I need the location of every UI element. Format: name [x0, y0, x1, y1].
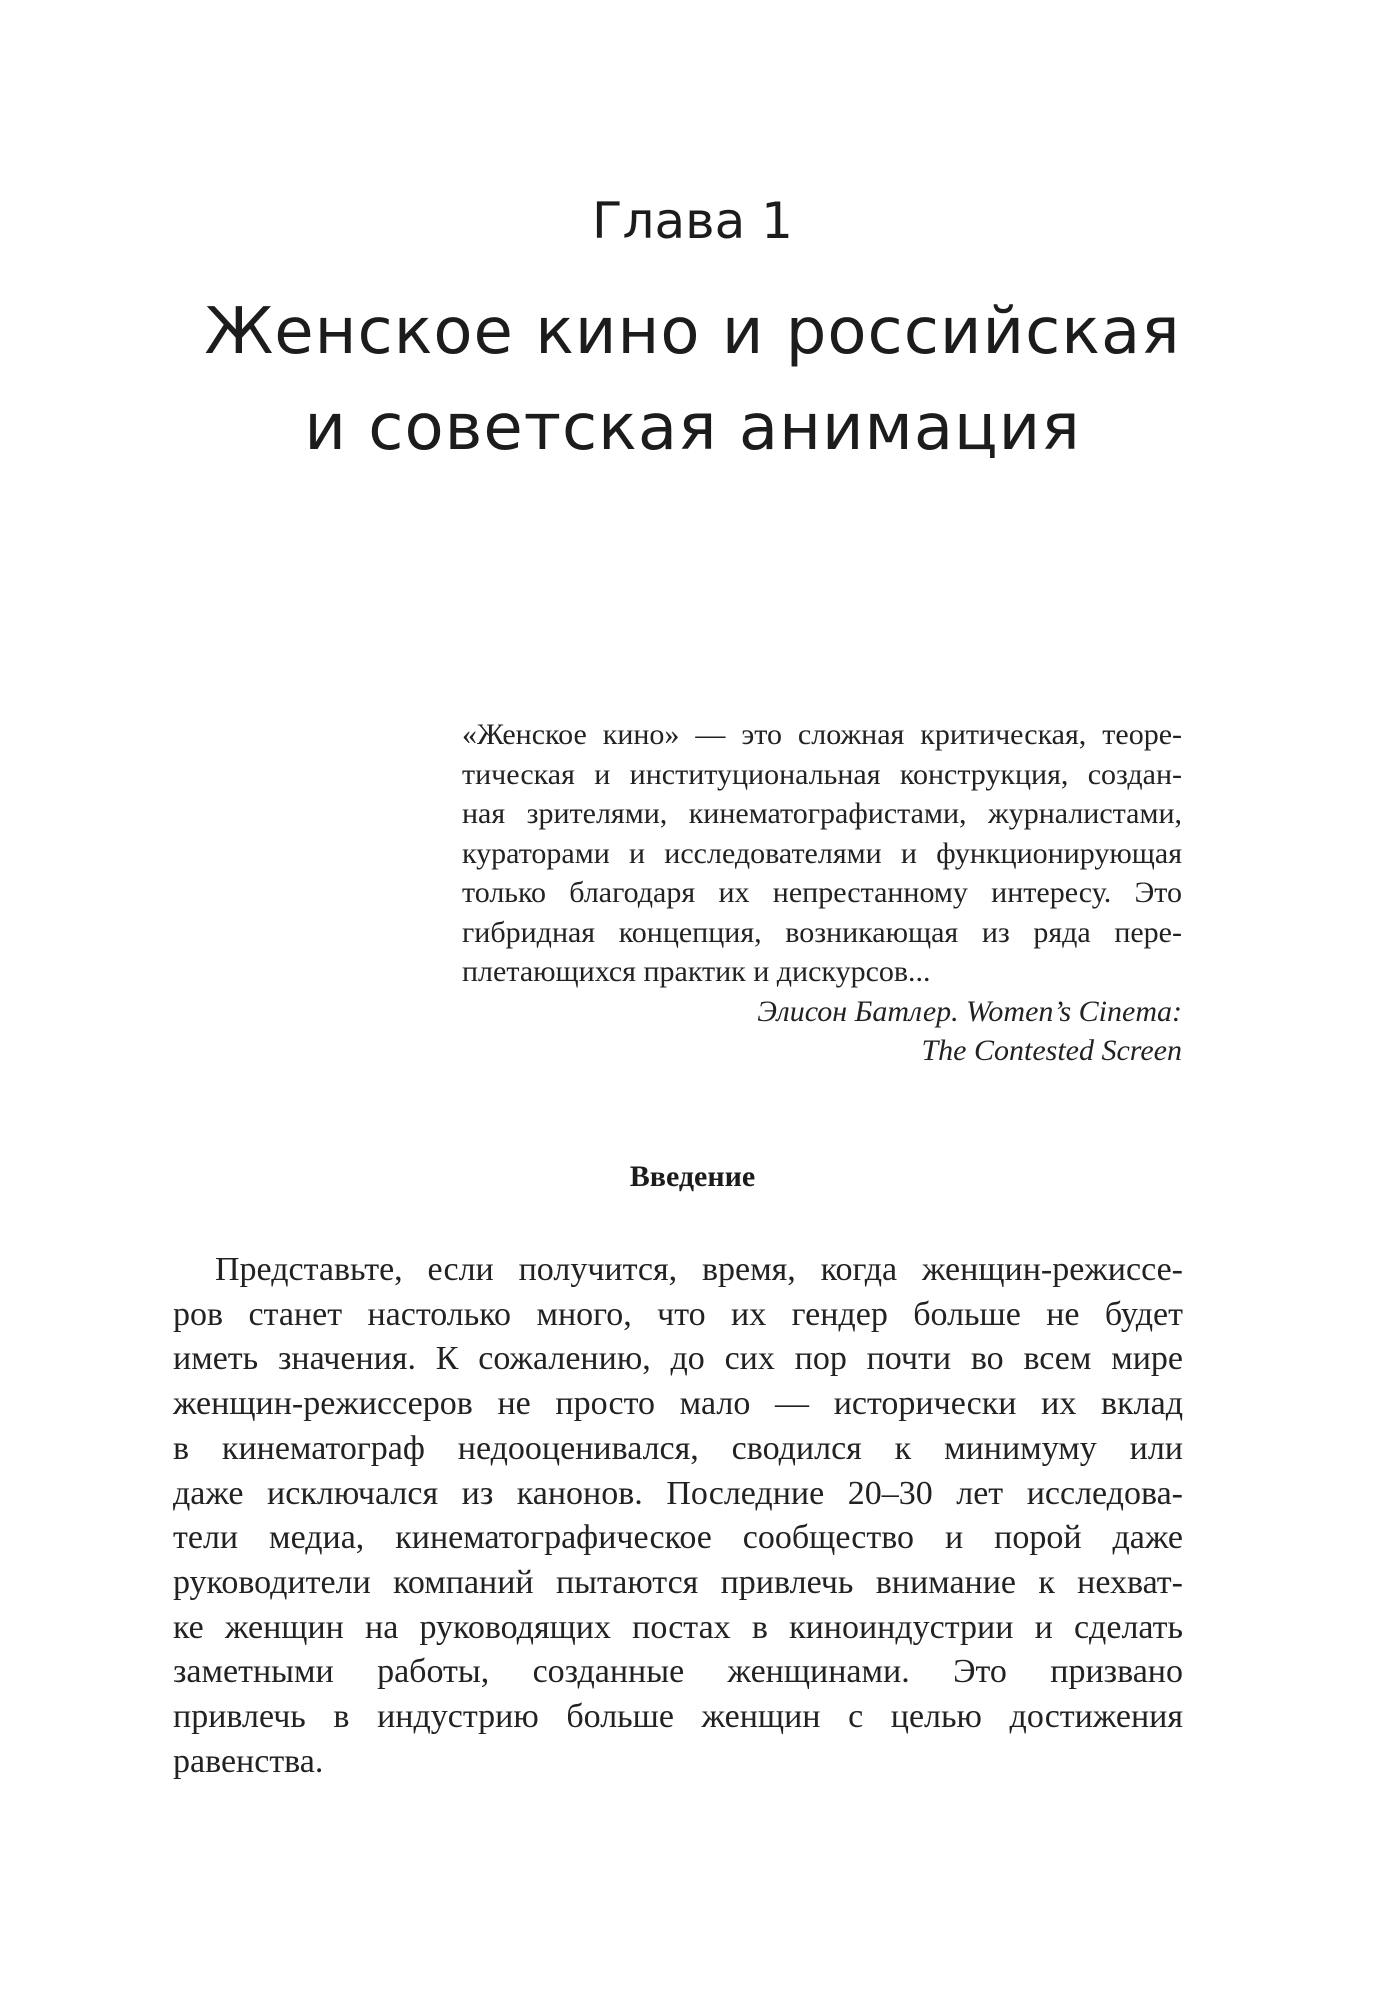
- paragraph-line: даже исключался из канонов. Последние 20–30 лет исследова-: [173, 1474, 1183, 1512]
- paragraph-line: равенства.: [173, 1742, 324, 1780]
- chapter-title-line: Женское кино и российская: [204, 295, 1181, 369]
- epigraph-line: кураторами и исследователями и функционирующая: [462, 836, 1182, 870]
- paragraph-line: Представьте, если получится, время, когда женщин-режиссе-: [215, 1251, 1183, 1288]
- epigraph-quote: [462, 715, 1182, 992]
- epigraph: [462, 715, 1182, 1071]
- body-paragraph: [173, 1248, 1183, 1784]
- chapter-title: [0, 284, 1385, 476]
- epigraph-line: гибридная концепция, возникающая из ряда пере-: [462, 915, 1182, 949]
- paragraph-line: руководители компаний пытаются привлечь внимание к нехват-: [173, 1563, 1183, 1601]
- epigraph-line: ная зрителями, кинематографистами, журналистами,: [462, 797, 1182, 830]
- paragraph-line: женщин-режиссеров не просто мало — исторически их вклад: [173, 1385, 1183, 1423]
- section-heading: Введение: [629, 1160, 756, 1193]
- attribution-line: Элисон Батлер. Women’s Cinema:: [757, 994, 1182, 1028]
- chapter-label: Глава 1: [592, 192, 793, 250]
- epigraph-attribution: [462, 992, 1182, 1071]
- paragraph-line: заметными работы, созданные женщинами. Это призвано: [173, 1653, 1183, 1691]
- attribution-line: The Contested Screen: [921, 1034, 1182, 1067]
- epigraph-line: тическая и институциональная конструкция, создан-: [462, 757, 1182, 791]
- paragraph-line: ров станет настолько много, что их гендер больше не будет: [173, 1295, 1183, 1333]
- paragraph-line: тели медиа, кинематографическое сообщество и порой даже: [173, 1519, 1183, 1557]
- paragraph-line: иметь значения. К сожалению, до сих пор почти во всем мире: [173, 1340, 1183, 1378]
- paragraph-line: привлечь в индустрию больше женщин с целью достижения: [173, 1698, 1183, 1736]
- paragraph-line: ке женщин на руководящих постах в киноиндустрии и сделать: [173, 1608, 1183, 1646]
- epigraph-line: «Женское кино» — это сложная критическая, теоре-: [462, 718, 1182, 751]
- epigraph-line: только благодаря их непрестанному интересу. Это: [462, 876, 1182, 909]
- epigraph-line: плетающихся практик и дискурсов...: [462, 955, 931, 988]
- paragraph-line: в кинематограф недооценивался, сводился к минимуму или: [173, 1429, 1183, 1467]
- chapter-title-line: и советская анимация: [304, 391, 1081, 465]
